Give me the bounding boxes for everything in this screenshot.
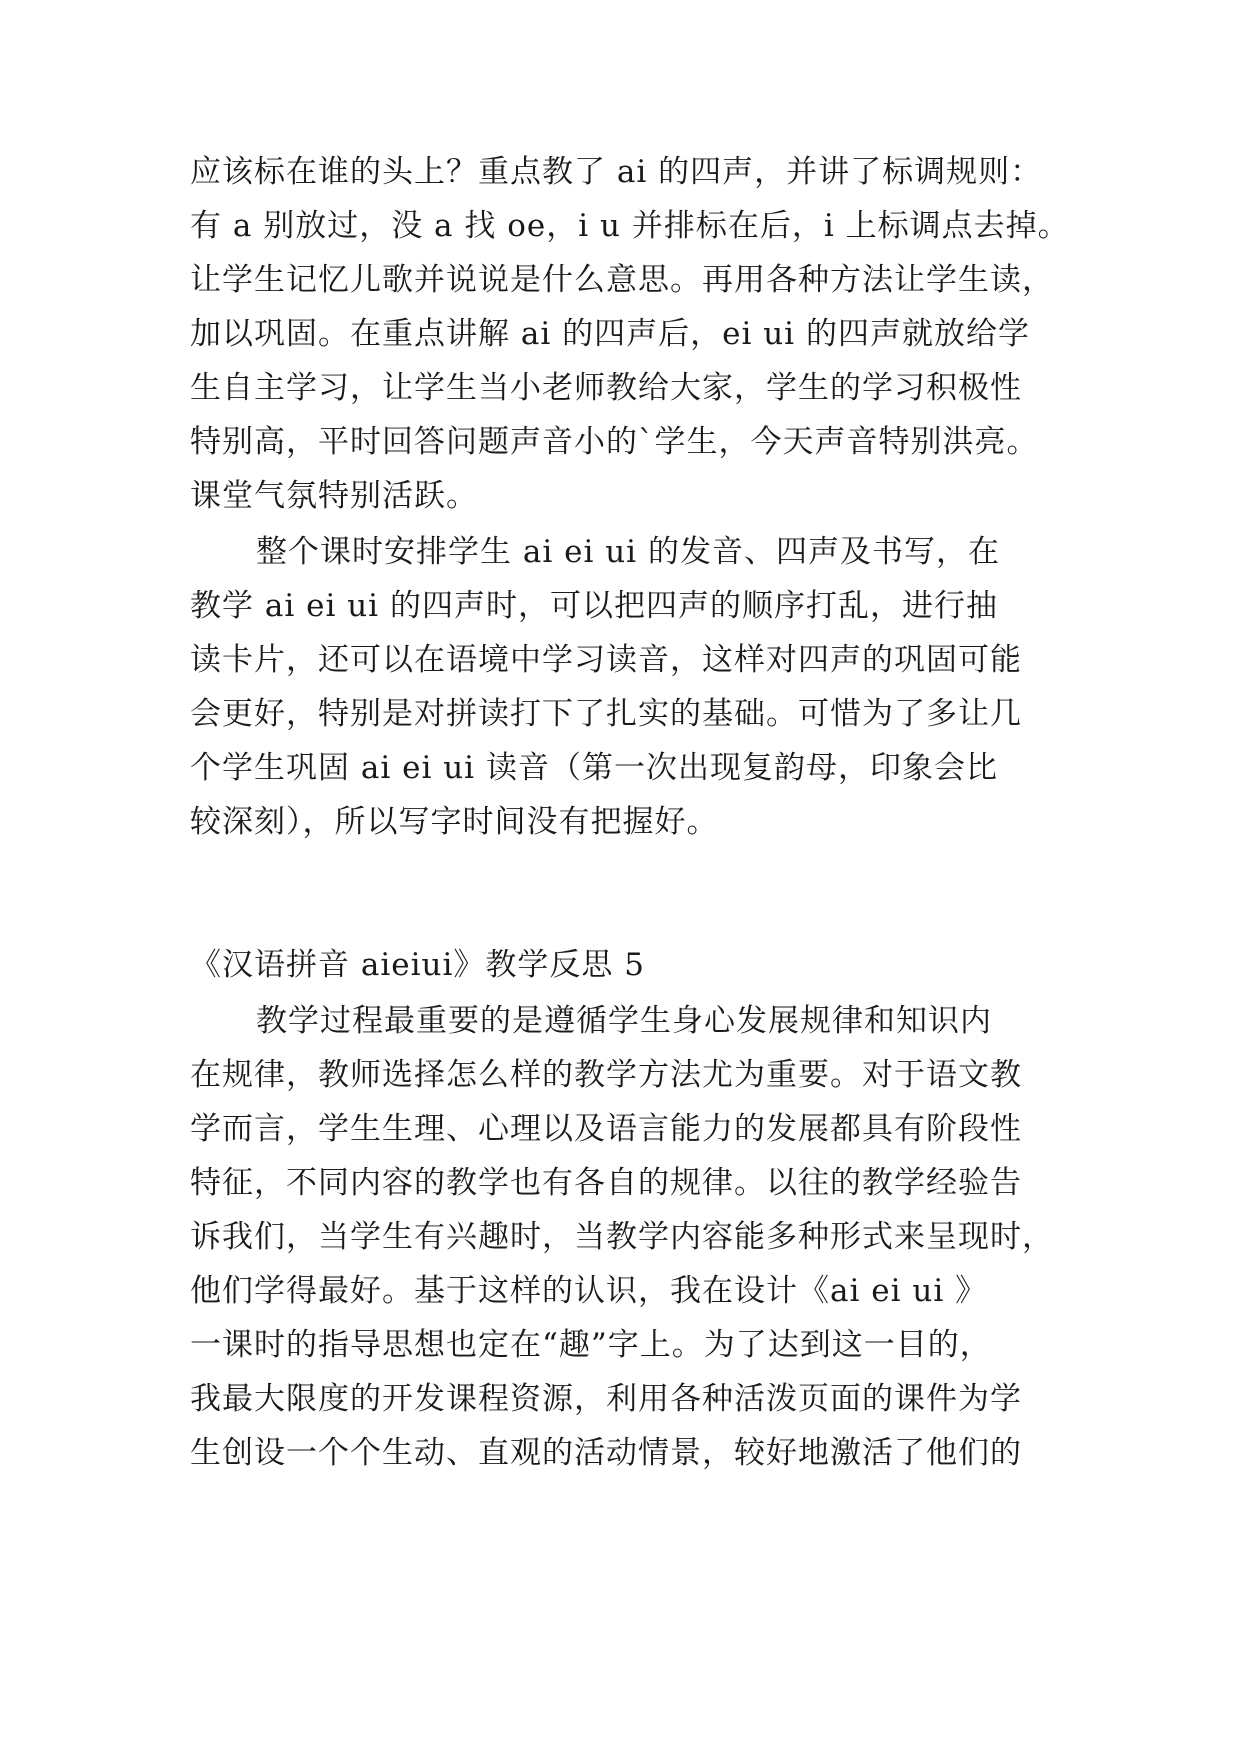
paragraph-line: 让学生记忆儿歌并说说是什么意思。再用各种方法让学生读， [190, 262, 1054, 298]
paragraph-line: 我最大限度的开发课程资源，利用各种活泼页面的课件为学 [190, 1381, 1022, 1417]
paragraph-line: 诉我们，当学生有兴趣时，当教学内容能多种形式来呈现时， [190, 1219, 1054, 1255]
paragraph-line: 较深刻），所以写字时间没有把握好。 [190, 804, 719, 840]
paragraph-line: 特征，不同内容的教学也有各自的规律。以往的教学经验告 [190, 1165, 1022, 1201]
paragraph-line: 教学 ai ei ui 的四声时，可以把四声的顺序打乱，进行抽 [190, 588, 998, 624]
paragraph-line: 特别高，平时回答问题声音小的`学生，今天声音特别洪亮。 [190, 424, 1039, 460]
paragraph-line: 个学生巩固 ai ei ui 读音（第一次出现复韵母，印象会比 [190, 750, 998, 786]
paragraph-line: 生自主学习，让学生当小老师教给大家，学生的学习积极性 [190, 370, 1022, 406]
paragraph-line: 加以巩固。在重点讲解 ai 的四声后，ei ui 的四声就放给学 [190, 316, 1030, 352]
paragraph-line: 在规律，教师选择怎么样的教学方法尤为重要。对于语文教 [190, 1057, 1022, 1093]
paragraph-line: 他们学得最好。基于这样的认识，我在设计《ai ei ui 》 [190, 1273, 988, 1309]
paragraph-line: 会更好，特别是对拼读打下了扎实的基础。可惜为了多让几 [190, 696, 1022, 732]
paragraph-line: 一课时的指导思想也定在“趣”字上。为了达到这一目的， [190, 1327, 992, 1363]
paragraph-line: 课堂气氛特别活跃。 [190, 478, 478, 514]
paragraph-line: 有 a 别放过，没 a 找 oe，i u 并排标在后，i 上标调点去掉。 [190, 208, 1070, 244]
paragraph-line: 整个课时安排学生 ai ei ui 的发音、四声及书写，在 [256, 534, 1000, 570]
paragraph-line: 教学过程最重要的是遵循学生身心发展规律和知识内 [256, 1003, 992, 1039]
section-heading: 《汉语拼音 aieiui》教学反思 5 [190, 947, 645, 983]
paragraph-line: 学而言，学生生理、心理以及语言能力的发展都具有阶段性 [190, 1111, 1022, 1147]
paragraph-line: 读卡片，还可以在语境中学习读音，这样对四声的巩固可能 [190, 642, 1022, 678]
paragraph-line: 生创设一个个生动、直观的活动情景，较好地激活了他们的 [190, 1435, 1022, 1471]
paragraph-line: 应该标在谁的头上？重点教了 ai 的四声，并讲了标调规则： [190, 154, 1043, 190]
